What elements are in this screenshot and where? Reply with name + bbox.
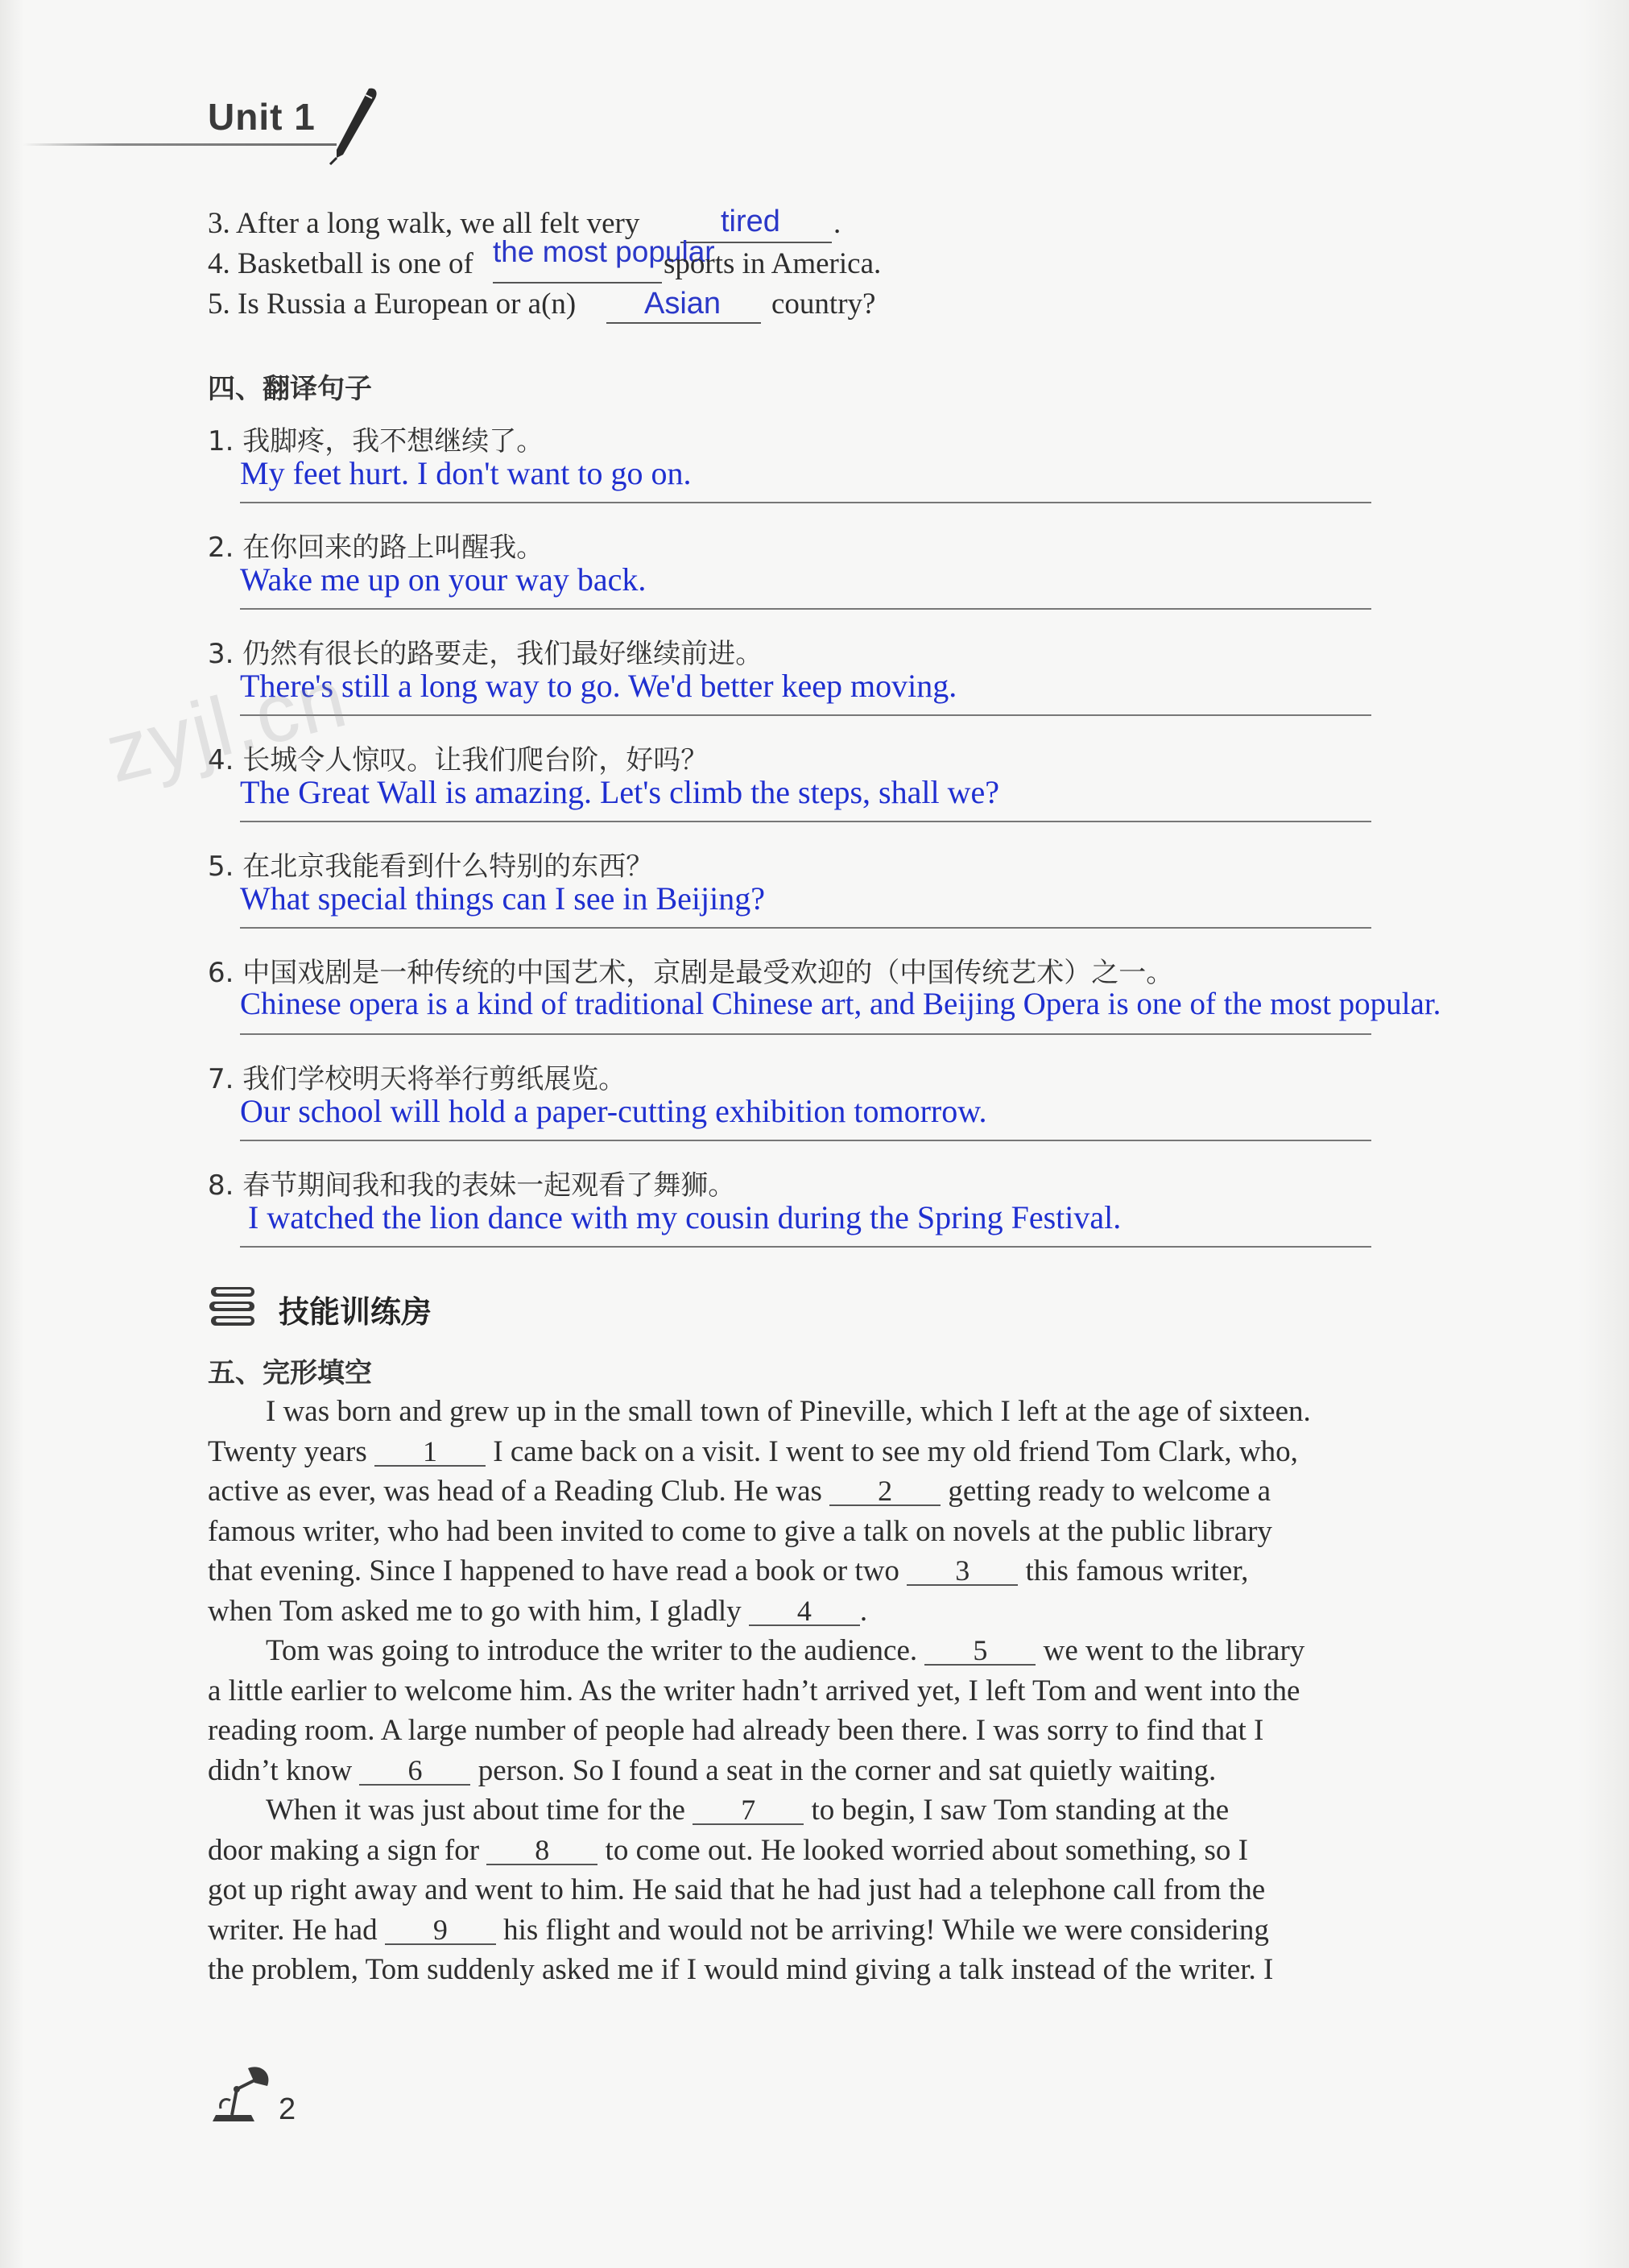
cloze-line: got up right away and went to him. He said that he had just had a telephone call from the: [208, 1873, 1266, 1906]
cloze-blank-3[interactable]: 3: [907, 1557, 1018, 1586]
cloze-blank-2[interactable]: 2: [829, 1477, 941, 1506]
answer-rule-4: [240, 821, 1371, 822]
answer-rule-2: [240, 608, 1371, 610]
fill-line-3-before: 3. After a long walk, we all felt very: [208, 207, 640, 240]
fill-answer-4: the most popular: [493, 235, 715, 268]
header-rule: [23, 143, 337, 146]
fill-blank-4: [493, 282, 662, 284]
translate-4-zh: 4. 长城令人惊叹。让我们爬台阶，好吗？: [208, 744, 709, 776]
books-icon: [208, 1284, 258, 1329]
unit-title: Unit 1: [208, 96, 316, 138]
answer-rule-6: [240, 1033, 1371, 1035]
fill-line-4-after: sports in America.: [664, 247, 882, 280]
translate-4-en: The Great Wall is amazing. Let's climb the steps, shall we?: [240, 774, 999, 810]
cloze-blank-6[interactable]: 6: [359, 1757, 470, 1786]
translate-8-en: I watched the lion dance with my cousin during the Spring Festival.: [248, 1199, 1122, 1235]
translate-1-zh: 1. 我脚疼，我不想继续了。: [208, 425, 544, 457]
cloze-line: a little earlier to welcome him. As the writer hadn’t arrived yet, I left Tom and went into the: [208, 1674, 1300, 1707]
cloze-line: Twenty years 1 I came back on a visit. I went to see my old friend Tom Clark, who,: [208, 1434, 1298, 1468]
cloze-line: reading room. A large number of people had already been there. I was sorry to find that I: [208, 1714, 1264, 1747]
fill-answer-3: tired: [721, 205, 780, 238]
cloze-line: door making a sign for 8 to come out. He looked worried about something, so I: [208, 1833, 1248, 1867]
page-number: 2: [279, 2092, 296, 2126]
answer-rule-5: [240, 927, 1371, 929]
cloze-blank-7[interactable]: 7: [693, 1796, 804, 1825]
translate-2-en: Wake me up on your way back.: [240, 561, 647, 598]
cloze-line: When it was just about time for the 7 to begin, I saw Tom standing at the: [266, 1794, 1230, 1827]
answer-rule-3: [240, 714, 1371, 716]
translate-7-en: Our school will hold a paper-cutting exhibition tomorrow.: [240, 1093, 987, 1129]
fill-blank-5: [606, 322, 761, 324]
cloze-blank-8[interactable]: 8: [486, 1836, 597, 1865]
cloze-line: writer. He had 9 his flight and would not be arriving! While we were considering: [208, 1913, 1269, 1947]
cloze-line: famous writer, who had been invited to come to give a talk on novels at the public library: [208, 1514, 1272, 1548]
fill-line-3-after: .: [833, 207, 841, 240]
fill-line-4-before: 4. Basketball is one of: [208, 247, 473, 280]
pen-icon: [319, 85, 383, 166]
translate-6-zh: 6. 中国戏剧是一种传统的中国艺术，京剧是最受欢迎的（中国传统艺术）之一。: [208, 957, 1174, 989]
section-4-title: 四、翻译句子: [208, 373, 372, 405]
answer-rule-7: [240, 1140, 1371, 1141]
translate-3-zh: 3. 仍然有很长的路要走，我们最好继续前进。: [208, 638, 763, 670]
answer-rule-1: [240, 502, 1371, 503]
cloze-line: active as ever, was head of a Reading Club. He was 2 getting ready to welcome a: [208, 1475, 1271, 1508]
cloze-line: that evening. Since I happened to have read a book or two 3 this famous writer,: [208, 1554, 1249, 1587]
desk-lamp-icon: [208, 2062, 274, 2125]
cloze-blank-5[interactable]: 5: [924, 1637, 1036, 1666]
fill-line-5-before: 5. Is Russia a European or a(n): [208, 288, 577, 321]
answer-rule-8: [240, 1246, 1371, 1248]
translate-5-zh: 5. 在北京我能看到什么特别的东西？: [208, 850, 654, 883]
cloze-blank-4[interactable]: 4: [749, 1597, 860, 1626]
fill-line-5-after: country?: [771, 288, 876, 321]
cloze-line: when Tom asked me to go with him, I gladly 4 .: [208, 1594, 868, 1628]
cloze-blank-1[interactable]: 1: [374, 1438, 486, 1467]
translate-6-en: Chinese opera is a kind of traditional Chinese art, and Beijing Opera is one of the most popular.: [240, 987, 1441, 1021]
translate-2-zh: 2. 在你回来的路上叫醒我。: [208, 532, 544, 564]
cloze-line: Tom was going to introduce the writer to the audience. 5 we went to the library: [266, 1634, 1305, 1667]
translate-7-zh: 7. 我们学校明天将举行剪纸展览。: [208, 1063, 626, 1095]
cloze-line: I was born and grew up in the small town of Pineville, which I left at the age of sixteen.: [266, 1395, 1311, 1428]
translate-1-en: My feet hurt. I don't want to go on.: [240, 455, 692, 491]
translate-5-en: What special things can I see in Beijing?: [240, 880, 766, 917]
cloze-blank-9[interactable]: 9: [385, 1916, 496, 1945]
translate-8-zh: 8. 春节期间我和我的表妹一起观看了舞狮。: [208, 1169, 736, 1202]
section-5-title: 五、完形填空: [208, 1357, 372, 1389]
fill-answer-5: Asian: [644, 287, 721, 321]
translate-3-en: There's still a long way to go. We'd better keep moving.: [240, 668, 957, 704]
skills-title: 技能训练房: [279, 1294, 432, 1330]
cloze-line: the problem, Tom suddenly asked me if I would mind giving a talk instead of the writer. I: [208, 1953, 1274, 1986]
watermark: zyjl.cn: [97, 651, 357, 801]
cloze-line: didn’t know 6 person. So I found a seat in the corner and sat quietly waiting.: [208, 1753, 1217, 1787]
